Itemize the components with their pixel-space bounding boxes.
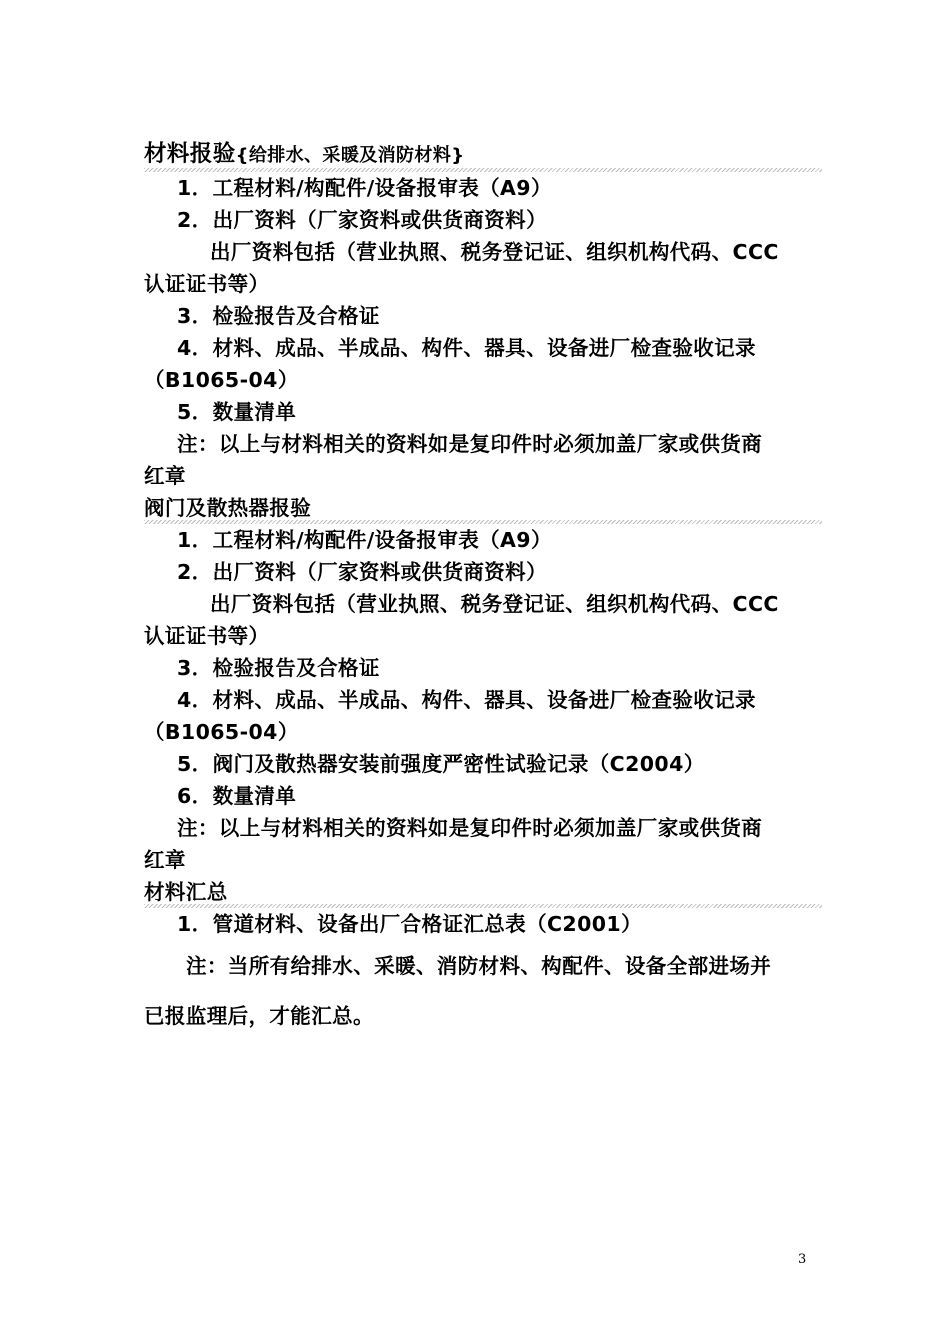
spellcheck-underline [144, 520, 822, 524]
note: 注：以上与材料相关的资料如是复印件时必须加盖厂家或供货商 [177, 432, 763, 456]
note-continued: 红章 [144, 464, 186, 488]
note: 注：以上与材料相关的资料如是复印件时必须加盖厂家或供货商 [177, 816, 763, 840]
list-item: 1．工程材料/构配件/设备报审表（A9） [177, 176, 552, 200]
section-title-material-inspection [144, 138, 814, 172]
section-title-valve-radiator-inspection: 阀门及散热器报验 [144, 496, 312, 520]
list-item-detail: 出厂资料包括（营业执照、税务登记证、组织机构代码、CCC [210, 592, 779, 616]
section-title-text: 材料报验 [144, 141, 236, 167]
note: 注：当所有给排水、采暖、消防材料、构配件、设备全部进场并 [186, 954, 772, 978]
list-item-detail-continued: 认证证书等） [144, 272, 270, 296]
paragraph-spacing [144, 982, 814, 1000]
page-number: 3 [798, 1252, 807, 1267]
spellcheck-underline [144, 168, 822, 172]
document-body [144, 138, 814, 1032]
list-item: 5．阀门及散热器安装前强度严密性试验记录（C2004） [177, 752, 705, 776]
list-item: 1．管道材料、设备出厂合格证汇总表（C2001） [177, 912, 642, 936]
list-item: 3．检验报告及合格证 [177, 656, 380, 680]
note-continued: 已报监理后，才能汇总。 [144, 1004, 374, 1028]
list-item: 4．材料、成品、半成品、构件、器具、设备进厂检查验收记录 [177, 336, 756, 360]
list-item-continued: （B1065-04） [144, 720, 299, 744]
spellcheck-underline [144, 904, 822, 908]
list-item-continued: （B1065-04） [144, 368, 299, 392]
list-item: 1．工程材料/构配件/设备报审表（A9） [177, 528, 552, 552]
list-item: 2．出厂资料（厂家资料或供货商资料） [177, 560, 547, 584]
list-item: 5．数量清单 [177, 400, 297, 424]
list-item-detail-continued: 认证证书等） [144, 624, 270, 648]
list-item: 4．材料、成品、半成品、构件、器具、设备进厂检查验收记录 [177, 688, 756, 712]
list-item: 3．检验报告及合格证 [177, 304, 380, 328]
section-subtitle: {给排水、采暖及消防材料} [235, 145, 465, 166]
list-item: 2．出厂资料（厂家资料或供货商资料） [177, 208, 547, 232]
section-title-material-summary: 材料汇总 [144, 880, 228, 904]
list-item-detail: 出厂资料包括（营业执照、税务登记证、组织机构代码、CCC [210, 240, 779, 264]
note-continued: 红章 [144, 848, 186, 872]
list-item: 6．数量清单 [177, 784, 297, 808]
